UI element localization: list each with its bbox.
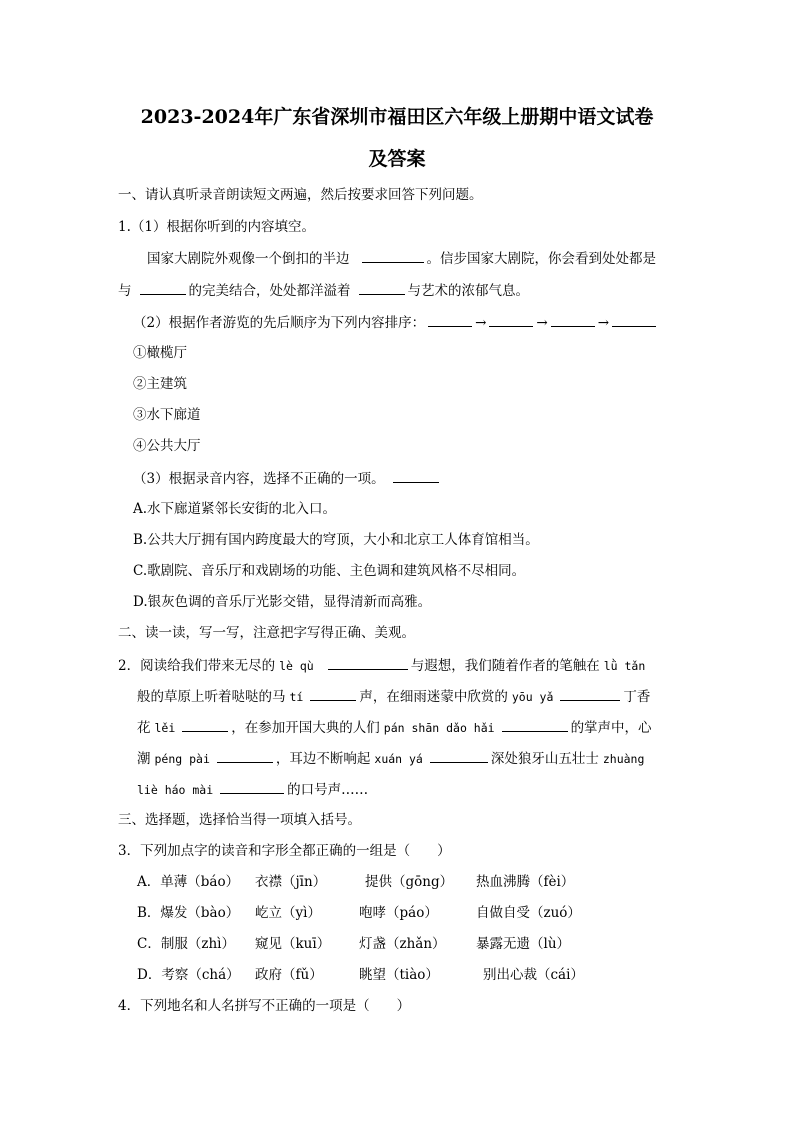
text: 声，在细雨迷蒙中欣赏的: [359, 689, 508, 705]
q2-line5: [137, 779, 368, 800]
order-item: ①橄榄厅: [133, 345, 187, 361]
pinyin: liè háo mài: [137, 783, 214, 797]
text: 咆哮（páo）: [359, 905, 438, 921]
q2-line4: [137, 748, 648, 769]
blank[interactable]: [560, 686, 620, 701]
text: 热血沸腾（fèi）: [476, 874, 575, 890]
arrow-icon: →: [597, 315, 610, 331]
title-line-2: 及答案: [368, 148, 426, 170]
pinyin: xuán yá: [374, 752, 423, 766]
text: 花: [137, 720, 151, 736]
text: A．单薄（báo）: [137, 874, 240, 890]
text: 国家大剧院外观像一个倒扣的半边: [147, 251, 350, 267]
text: 自做自受（zuó）: [476, 905, 581, 921]
blank[interactable]: [140, 280, 186, 295]
q2-line3: [137, 717, 652, 738]
text: ，耳边不断响起: [275, 751, 371, 767]
text: 的掌声中，心: [570, 720, 652, 736]
q3-option-b: [137, 903, 581, 923]
text: 的口号声……: [287, 782, 369, 798]
q4-stem: 4．下列地名和人名拼写不正确的一项是（ ）: [118, 998, 411, 1014]
q3-option-c: [137, 934, 570, 954]
blank[interactable]: [489, 312, 533, 327]
blank[interactable]: [428, 312, 472, 327]
choice-option: C.歌剧院、音乐厅和戏剧场的功能、主色调和建筑风格不尽相同。: [133, 563, 526, 579]
order-item: ③水下廊道: [133, 407, 201, 423]
blank[interactable]: [220, 779, 284, 794]
blank[interactable]: [502, 717, 568, 732]
q2-line2: [137, 686, 650, 707]
text: 暴露无遗（lù）: [476, 936, 571, 952]
text: 别出心裁（cái）: [483, 967, 584, 983]
text: B．爆发（bào）: [137, 905, 240, 921]
text: 与遐想，我们随着作者的笔触在: [410, 658, 600, 674]
text: 与: [118, 283, 132, 299]
q3-stem: 3．下列加点字的读音和字形全都正确的一组是（ ）: [118, 843, 451, 859]
pinyin: pán shān dǎo hǎi: [383, 721, 495, 735]
blank[interactable]: [217, 748, 273, 763]
title-line-1: 2023-2024年广东省深圳市福田区六年级上册期中语文试卷: [140, 106, 654, 128]
text: 政府（fǔ）: [255, 967, 323, 983]
pinyin: lěi: [154, 721, 176, 735]
text: 提供（gōng）: [365, 874, 454, 890]
text: 。信步国家大剧院，你会看到处处都是: [426, 251, 656, 267]
text: 2．阅读给我们带来无尽的: [118, 658, 276, 674]
blank[interactable]: [310, 686, 356, 701]
text: 的完美结合，处处都洋溢着: [188, 283, 351, 299]
blank[interactable]: [328, 655, 408, 670]
blank[interactable]: [359, 280, 405, 295]
blank[interactable]: [612, 312, 656, 327]
text: 窥见（kuī）: [255, 936, 331, 952]
arrow-icon: →: [475, 315, 487, 331]
text: （3）根据录音内容，选择不正确的一项。: [133, 471, 385, 487]
section-1-heading: 一、请认真听录音朗读短文两遍，然后按要求回答下列问题。: [118, 187, 483, 203]
text: 眺望（tiào）: [359, 967, 439, 983]
order-item: ②主建筑: [133, 376, 187, 392]
section-2-heading: 二、读一读，写一写，注意把字写得正确、美观。: [118, 625, 415, 641]
q1-part1: 1.（1）根据你听到的内容填空。: [118, 219, 315, 235]
pinyin: péng pài: [154, 752, 210, 766]
q3-option-d: [137, 965, 584, 985]
blank[interactable]: [551, 312, 595, 327]
blank[interactable]: [393, 468, 439, 483]
text: 衣襟（jīn）: [255, 874, 327, 890]
q1-part3: [133, 468, 442, 489]
text: ，在参加开国大典的人们: [231, 720, 380, 736]
pinyin: lè qù: [279, 659, 314, 673]
text: 与艺术的浓郁气息。: [407, 283, 529, 299]
pinyin: yōu yǎ: [511, 690, 554, 704]
q1-part2: [133, 312, 659, 333]
text: 深处狼牙山五壮士: [490, 751, 599, 767]
arrow-icon: →: [536, 315, 548, 331]
text: C．制服（zhì）: [137, 936, 235, 952]
pinyin: tí: [289, 690, 304, 704]
section-3-heading: 三、选择题，选择恰当得一项填入括号。: [118, 812, 361, 828]
q1-paragraph-line1: [147, 248, 656, 269]
pinyin: lǜ tǎn: [603, 659, 646, 673]
text: D．考察（chá）: [137, 967, 240, 983]
q1-paragraph-line2: [118, 280, 529, 301]
order-item: ④公共大厅: [133, 438, 201, 454]
choice-option: D.银灰色调的音乐厅光影交错，显得清新而高雅。: [133, 594, 432, 610]
text: 丁香: [623, 689, 651, 705]
blank[interactable]: [182, 717, 228, 732]
pinyin: zhuàng: [602, 752, 645, 766]
text: 屹立（yì）: [255, 905, 321, 921]
text: 灯盏（zhǎn）: [359, 936, 446, 952]
text: （2）根据作者游览的先后顺序为下列内容排序：: [133, 315, 426, 331]
choice-option: A.水下廊道紧邻长安街的北入口。: [133, 501, 337, 517]
text: 潮: [137, 751, 151, 767]
blank[interactable]: [430, 748, 488, 763]
choice-option: B.公共大厅拥有国内跨度最大的穹顶，大小和北京工人体育馆相当。: [133, 532, 539, 548]
q2-line1: [118, 655, 649, 676]
q3-option-a: [137, 872, 574, 892]
text: 般的草原上听着哒哒的马: [137, 689, 286, 705]
blank[interactable]: [362, 248, 424, 263]
